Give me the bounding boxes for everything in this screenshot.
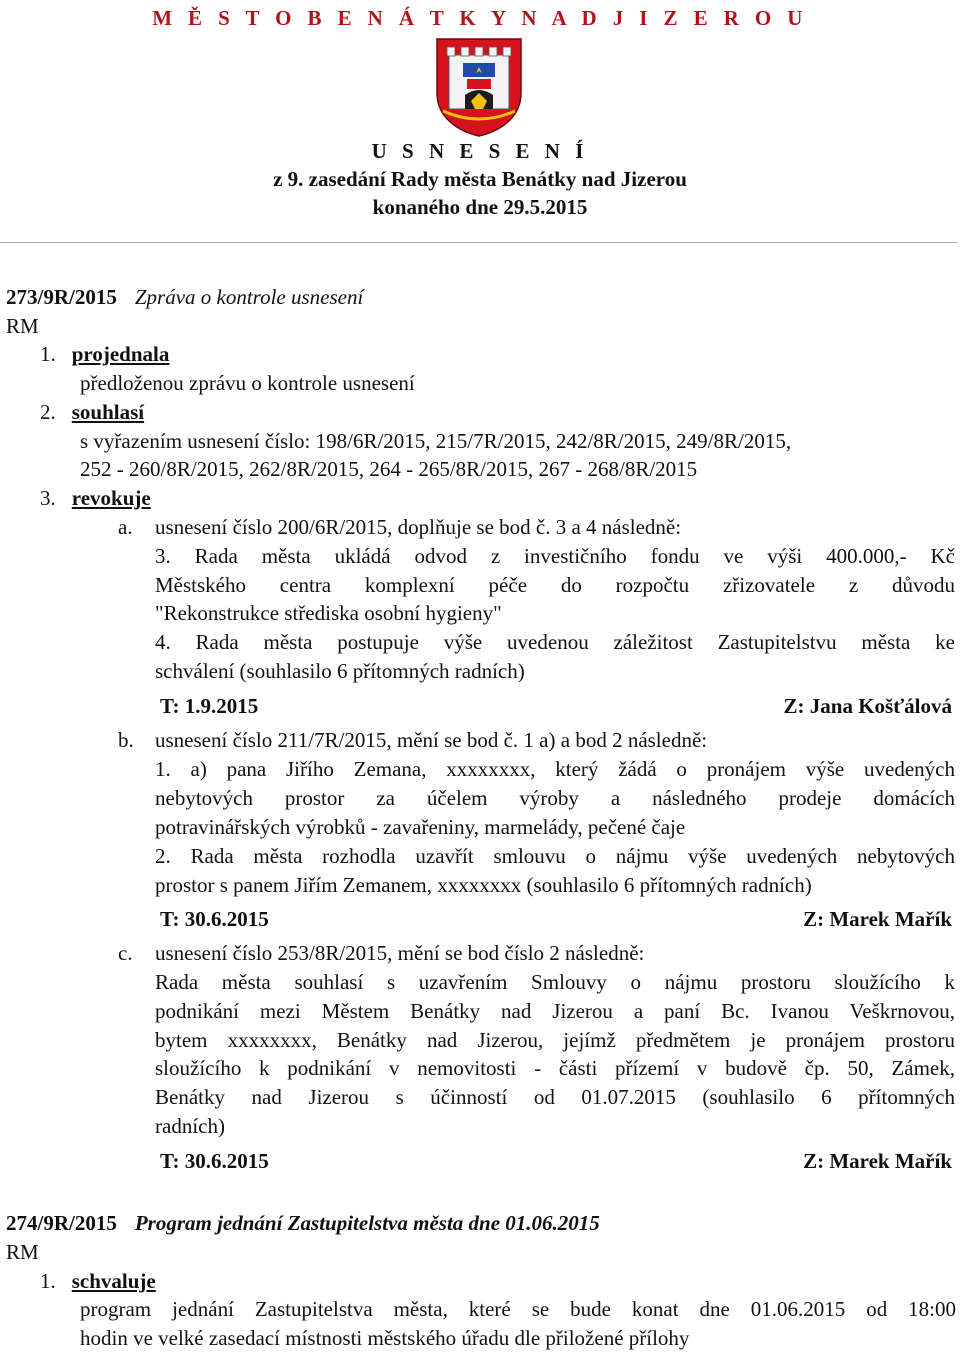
revocation-b bbox=[118, 726, 707, 755]
resolution-item bbox=[40, 340, 169, 369]
paragraph-line: sloužícího k podnikání v nemovitosti - části přízemí v budově čp. 50, Zámek, bbox=[155, 1056, 955, 1080]
item-number: 1. bbox=[40, 1269, 56, 1293]
sub-label: b. bbox=[118, 728, 134, 752]
resolution-item bbox=[40, 484, 151, 513]
item-verb: souhlasí bbox=[71, 400, 145, 424]
paragraph-line: 1. a) pana Jiřího Zemana, xxxxxxxx, který žádá o pronájem výše uvedených bbox=[155, 757, 955, 781]
paragraph-line: nebytových prostor za účelem výroby a následného prodeje domácích bbox=[155, 786, 955, 810]
item-text: předloženou zprávu o kontrole usnesení bbox=[80, 371, 415, 395]
paragraph-line: radních) bbox=[155, 1114, 225, 1138]
resolution-header bbox=[0, 137, 960, 221]
item-number: 2. bbox=[40, 400, 56, 424]
item-number: 3. bbox=[40, 486, 56, 510]
item-text: 252 - 260/8R/2015, 262/8R/2015, 264 - 265/8R/2015, 267 - 268/8R/2015 bbox=[80, 457, 698, 481]
resolution-item bbox=[40, 1267, 156, 1296]
paragraph-line: schválení (souhlasilo 6 přítomných radních) bbox=[155, 659, 525, 683]
city-name: M Ě S T O B E N Á T K Y N A D J I Z E R O U bbox=[152, 6, 808, 30]
revocation-a bbox=[118, 513, 681, 542]
meeting-date: konaného dne 29.5.2015 bbox=[372, 195, 588, 219]
paragraph-line: Městského centra komplexní péče do rozpočtu zřizovatele z důvodu bbox=[155, 573, 955, 597]
deadline-row bbox=[160, 1147, 952, 1176]
term-date: T: 30.6.2015 bbox=[160, 907, 269, 931]
resolution-273-heading bbox=[6, 283, 363, 312]
paragraph-line: 3. Rada města ukládá odvod z investičního fondu ve výši 400.000,- Kč bbox=[155, 544, 955, 568]
item-text: program jednání Zastupitelstva města, které se bude konat dne 01.06.2015 od 18:00 bbox=[80, 1297, 956, 1321]
paragraph-line: 2. Rada města rozhodla uzavřít smlouvu o nájmu výše uvedených nebytových bbox=[155, 844, 955, 868]
document-subtitle: z 9. zasedání Rady města Benátky nad Jizerou bbox=[273, 167, 687, 191]
paragraph-line: potravinářských výrobků - zavařeniny, marmelády, pečené čaje bbox=[155, 815, 686, 839]
sub-text: usnesení číslo 253/8R/2015, mění se bod číslo 2 následně: bbox=[155, 941, 645, 965]
decision-body: RM bbox=[6, 1240, 39, 1264]
item-text: s vyřazením usnesení číslo: 198/6R/2015, 215/7R/2015, 242/8R/2015, 249/8R/2015, bbox=[80, 429, 792, 453]
header-divider bbox=[0, 242, 958, 243]
resolution-274-heading bbox=[6, 1209, 600, 1238]
sub-text: usnesení číslo 200/6R/2015, doplňuje se bod č. 3 a 4 následně: bbox=[155, 515, 682, 539]
sub-label: c. bbox=[118, 941, 133, 965]
resolution-item bbox=[40, 398, 144, 427]
paragraph-line: Rada města souhlasí s uzavřením Smlouvy o nájmu prostoru sloužícího k bbox=[155, 970, 955, 994]
paragraph-line: bytem xxxxxxxx, Benátky nad Jizerou, jejímž předmětem je pronájem prostoru bbox=[155, 1028, 955, 1052]
paragraph-line: Benátky nad Jizerou s účinností od 01.07.2015 (souhlasilo 6 přítomných bbox=[155, 1085, 955, 1109]
responsible-person: Z: Marek Mařík bbox=[803, 1149, 952, 1173]
item-text: hodin ve velké zasedací místnosti městského úřadu dle přiložené přílohy bbox=[80, 1326, 690, 1350]
paragraph-line: 4. Rada města postupuje výše uvedenou záležitost Zastupitelstvu města ke bbox=[155, 630, 955, 654]
item-number: 1. bbox=[40, 342, 56, 366]
resolution-subject: Zpráva o kontrole usnesení bbox=[134, 285, 364, 309]
term-date: T: 1.9.2015 bbox=[160, 694, 259, 718]
sub-text: usnesení číslo 211/7R/2015, mění se bod č. 1 a) a bod 2 následně: bbox=[155, 728, 708, 752]
resolution-subject: Program jednání Zastupitelstva města dne 01.06.2015 bbox=[134, 1211, 600, 1235]
responsible-person: Z: Marek Mařík bbox=[803, 907, 952, 931]
sub-label: a. bbox=[118, 515, 133, 539]
deadline-row bbox=[160, 692, 952, 721]
town-coat-of-arms-emblem bbox=[435, 37, 523, 137]
paragraph-line: prostor s panem Jiřím Zemanem, xxxxxxxx (souhlasilo 6 přítomných radních) bbox=[155, 873, 812, 897]
item-verb: schvaluje bbox=[71, 1269, 156, 1293]
resolution-number: 273/9R/2015 bbox=[6, 285, 117, 309]
paragraph-line: "Rekonstrukce střediska osobní hygieny" bbox=[155, 601, 502, 625]
deadline-row bbox=[160, 905, 952, 934]
item-verb: revokuje bbox=[71, 486, 151, 510]
responsible-person: Z: Jana Košťálová bbox=[783, 694, 952, 718]
revocation-c bbox=[118, 939, 644, 968]
resolution-number: 274/9R/2015 bbox=[6, 1211, 117, 1235]
paragraph-line: podnikání mezi Městem Benátky nad Jizerou a paní Bc. Ivanou Veškrnovou, bbox=[155, 999, 955, 1023]
decision-body: RM bbox=[6, 314, 39, 338]
document-title: U S N E S E N Í bbox=[371, 139, 589, 163]
term-date: T: 30.6.2015 bbox=[160, 1149, 269, 1173]
item-verb: projednala bbox=[71, 342, 170, 366]
